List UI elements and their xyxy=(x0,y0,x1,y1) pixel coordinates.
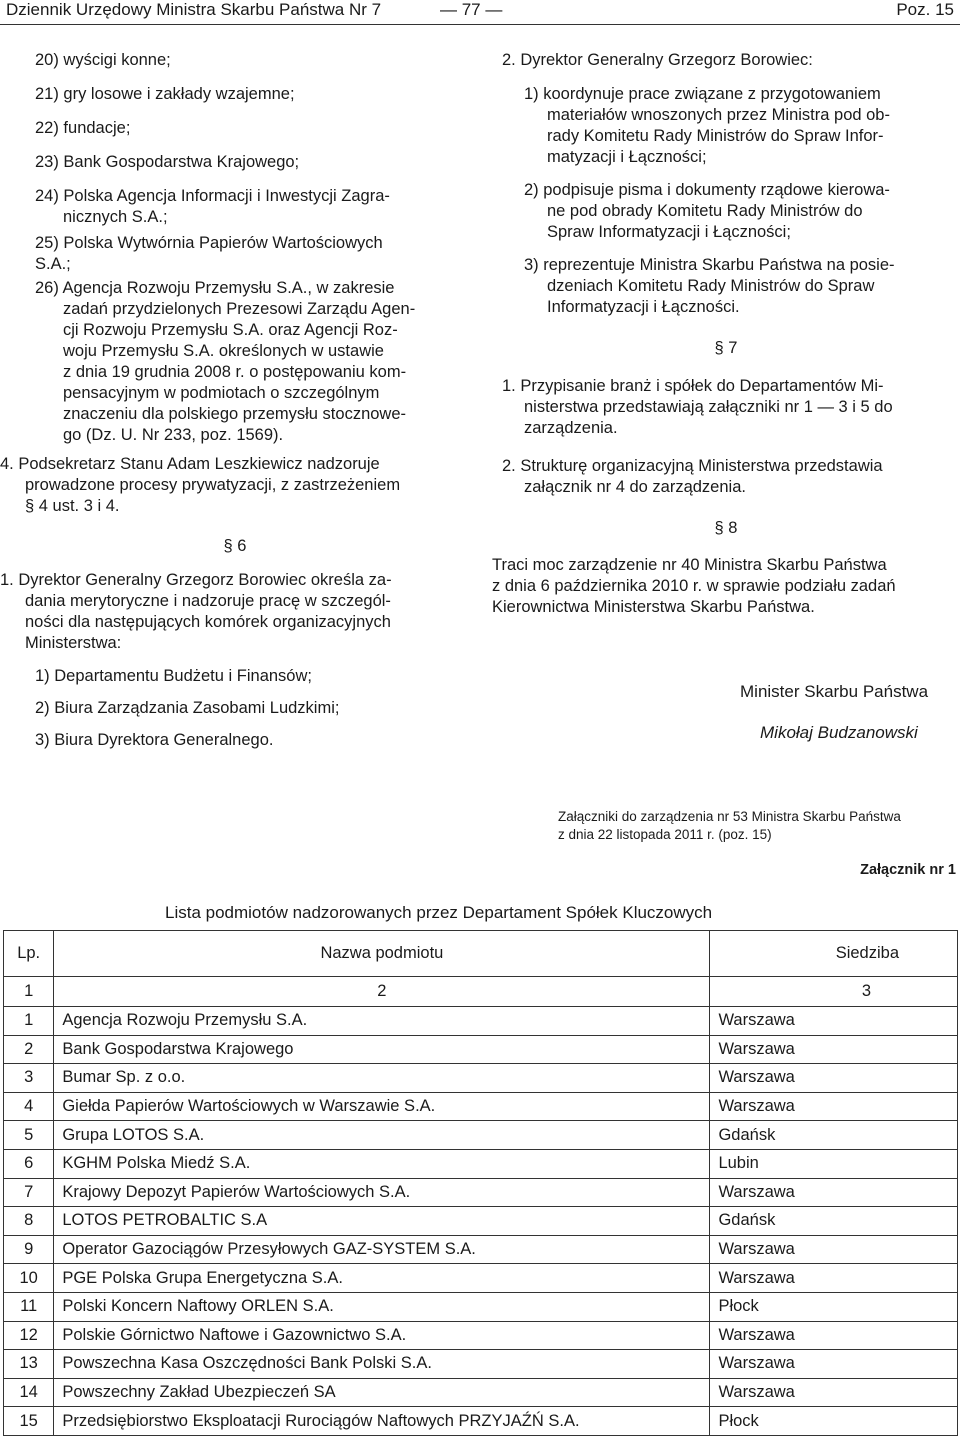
cell-lp: 10 xyxy=(4,1264,54,1293)
cell-lp: 13 xyxy=(4,1350,54,1379)
list-item-cont: nicznych S.A.; xyxy=(63,208,168,226)
paragraph-line: Kierownictwa Ministerstwa Skarbu Państwa. xyxy=(492,598,815,616)
cell-name: Bank Gospodarstwa Krajowego xyxy=(54,1035,710,1064)
cell-lp: 14 xyxy=(4,1378,54,1407)
table-row xyxy=(4,1235,958,1264)
cell-name: Polski Koncern Naftowy ORLEN S.A. xyxy=(54,1292,710,1321)
list-item: 1) koordynuje prace związane z przygotowaniem xyxy=(524,85,881,103)
list-item: 3) Biura Dyrektora Generalnego. xyxy=(35,731,274,749)
colnum: 2 xyxy=(54,977,710,1007)
table-row xyxy=(4,1035,958,1064)
list-item: 21) gry losowe i zakłady wzajemne; xyxy=(35,85,295,103)
cell-seat: Warszawa xyxy=(710,1178,958,1207)
colnum: 1 xyxy=(4,977,54,1007)
list-item: 3) reprezentuje Ministra Skarbu Państwa na posie- xyxy=(524,256,895,274)
paragraph-line: § 4 ust. 3 i 4. xyxy=(25,497,120,515)
list-item: 23) Bank Gospodarstwa Krajowego; xyxy=(35,153,300,171)
cell-seat: Gdańsk xyxy=(710,1121,958,1150)
cell-seat: Warszawa xyxy=(710,1035,958,1064)
cell-lp: 15 xyxy=(4,1407,54,1436)
list-item-cont: woju Przemysłu S.A. określonych w ustawie xyxy=(63,342,384,360)
paragraph-line: z dnia 6 października 2010 r. w sprawie podziału zadań xyxy=(492,577,896,595)
cell-lp: 6 xyxy=(4,1149,54,1178)
cell-name: Przedsiębiorstwo Eksploatacji Rurociągów Naftowych PRZYJAŹŃ S.A. xyxy=(54,1407,710,1436)
colnum: 3 xyxy=(710,977,958,1007)
cell-name: Agencja Rozwoju Przemysłu S.A. xyxy=(54,1007,710,1036)
paragraph-line: dania merytoryczne i nadzoruje pracę w szczegól- xyxy=(25,592,391,610)
paragraph-line: 1. Przypisanie branż i spółek do Departamentów Mi- xyxy=(502,377,884,395)
table-row xyxy=(4,1178,958,1207)
cell-lp: 1 xyxy=(4,1007,54,1036)
cell-lp: 5 xyxy=(4,1121,54,1150)
list-item: 25) Polska Wytwórnia Papierów Wartościowych xyxy=(35,234,383,252)
list-item-cont: rady Komitetu Rady Ministrów do Spraw Infor- xyxy=(547,127,884,145)
list-item-cont: S.A.; xyxy=(35,255,71,273)
cell-seat: Warszawa xyxy=(710,1350,958,1379)
paragraph-line: 4. Podsekretarz Stanu Adam Leszkiewicz nadzoruje xyxy=(0,455,380,473)
cell-lp: 11 xyxy=(4,1292,54,1321)
section-heading: § 6 xyxy=(223,537,247,555)
list-item-cont: matyzacji i Łączności; xyxy=(547,148,707,166)
cell-seat: Warszawa xyxy=(710,1378,958,1407)
cell-name: Operator Gazociągów Przesyłowych GAZ-SYSTEM S.A. xyxy=(54,1235,710,1264)
page-number: — 77 — xyxy=(440,0,503,19)
table-row xyxy=(4,1292,958,1321)
cell-lp: 3 xyxy=(4,1064,54,1093)
table-row xyxy=(4,1149,958,1178)
cell-name: Bumar Sp. z o.o. xyxy=(54,1064,710,1093)
table-row xyxy=(4,1321,958,1350)
cell-name: KGHM Polska Miedź S.A. xyxy=(54,1149,710,1178)
list-item-cont: z dnia 19 grudnia 2008 r. o postępowaniu kom- xyxy=(63,363,407,381)
list-item: 20) wyścigi konne; xyxy=(35,51,171,69)
cell-lp: 7 xyxy=(4,1178,54,1207)
paragraph-line: zarządzenia. xyxy=(524,419,618,437)
entities-table xyxy=(3,930,958,1436)
cell-name: LOTOS PETROBALTIC S.A xyxy=(54,1207,710,1236)
paragraph-line: 2. Strukturę organizacyjną Ministerstwa przedstawia xyxy=(502,457,883,475)
paragraph-line: Ministerstwa: xyxy=(25,634,122,652)
table-row xyxy=(4,1064,958,1093)
position-number: Poz. 15 xyxy=(896,0,954,19)
cell-name: PGE Polska Grupa Energetyczna S.A. xyxy=(54,1264,710,1293)
signature-title: Minister Skarbu Państwa xyxy=(740,682,929,701)
paragraph-line: załącznik nr 4 do zarządzenia. xyxy=(524,478,746,496)
section-heading: § 7 xyxy=(714,339,738,357)
attachment-note xyxy=(558,808,901,844)
list-item-cont: znaczeniu dla polskiego przemysłu stocznowe- xyxy=(63,405,407,423)
cell-name: Polskie Górnictwo Naftowe i Gazownictwo S.A. xyxy=(54,1321,710,1350)
paragraph-line: Traci moc zarządzenie nr 40 Ministra Skarbu Państwa xyxy=(492,556,887,574)
journal-title: Dziennik Urzędowy Ministra Skarbu Państwa Nr 7 xyxy=(6,0,382,19)
list-item-cont: pensacyjnym w podmiotach o szczególnym xyxy=(63,384,380,402)
table-row xyxy=(4,1378,958,1407)
cell-name: Krajowy Depozyt Papierów Wartościowych S.A. xyxy=(54,1178,710,1207)
cell-lp: 2 xyxy=(4,1035,54,1064)
cell-name: Powszechna Kasa Oszczędności Bank Polski S.A. xyxy=(54,1350,710,1379)
table-column-numbers xyxy=(4,977,958,1007)
list-item-cont: go (Dz. U. Nr 233, poz. 1569). xyxy=(63,426,284,444)
cell-seat: Lubin xyxy=(710,1149,958,1178)
table-row xyxy=(4,1092,958,1121)
cell-lp: 12 xyxy=(4,1321,54,1350)
list-item: 24) Polska Agencja Informacji i Inwestycji Zagra- xyxy=(35,187,390,205)
page-header xyxy=(0,0,960,22)
cell-seat: Warszawa xyxy=(710,1064,958,1093)
list-item: 2) podpisuje pisma i dokumenty rządowe kierowa- xyxy=(524,181,890,199)
cell-seat: Warszawa xyxy=(710,1235,958,1264)
table-row xyxy=(4,1121,958,1150)
paragraph-line: 2. Dyrektor Generalny Grzegorz Borowiec: xyxy=(502,51,813,69)
cell-seat: Warszawa xyxy=(710,1092,958,1121)
table-row xyxy=(4,1007,958,1036)
list-item-cont: ne pod obrady Komitetu Rady Ministrów do xyxy=(547,202,863,220)
paragraph-line: ności dla następujących komórek organizacyjnych xyxy=(25,613,391,631)
cell-lp: 4 xyxy=(4,1092,54,1121)
section-heading: § 8 xyxy=(714,519,738,537)
cell-seat: Warszawa xyxy=(710,1321,958,1350)
list-item: 26) Agencja Rozwoju Przemysłu S.A., w zakresie xyxy=(35,279,395,297)
attachment-line: Załączniki do zarządzenia nr 53 Ministra Skarbu Państwa xyxy=(558,809,901,824)
attachment-line: z dnia 22 listopada 2011 r. (poz. 15) xyxy=(558,827,772,842)
list-item: 1) Departamentu Budżetu i Finansów; xyxy=(35,667,312,685)
paragraph-line: prowadzone procesy prywatyzacji, z zastrzeżeniem xyxy=(25,476,401,494)
table-row xyxy=(4,1264,958,1293)
cell-seat: Płock xyxy=(710,1292,958,1321)
list-item-cont: cji Rozwoju Przemysłu S.A. oraz Agencji Roz- xyxy=(63,321,398,339)
cell-name: Powszechny Zakład Ubezpieczeń SA xyxy=(54,1378,710,1407)
list-item: 2) Biura Zarządzania Zasobami Ludzkimi; xyxy=(35,699,340,717)
header-name: Nazwa podmiotu xyxy=(54,931,710,977)
attachment-number: Załącznik nr 1 xyxy=(860,862,956,878)
table-header-row xyxy=(4,931,958,977)
cell-name: Grupa LOTOS S.A. xyxy=(54,1121,710,1150)
table-title: Lista podmiotów nadzorowanych przez Departament Spółek Kluczowych xyxy=(165,903,713,922)
list-item-cont: Spraw Informatyzacji i Łączności; xyxy=(547,223,791,241)
cell-seat: Warszawa xyxy=(710,1264,958,1293)
cell-lp: 8 xyxy=(4,1207,54,1236)
table-row xyxy=(4,1207,958,1236)
table-row xyxy=(4,1407,958,1436)
list-item-cont: zadań przydzielonych Prezesowi Zarządu Agen- xyxy=(63,300,416,318)
table-row xyxy=(4,1350,958,1379)
signature-name: Mikołaj Budzanowski xyxy=(760,723,918,742)
cell-seat: Płock xyxy=(710,1407,958,1436)
header-rule xyxy=(0,24,960,25)
cell-seat: Gdańsk xyxy=(710,1207,958,1236)
paragraph-line: nisterstwa przedstawiają załączniki nr 1 — 3 i 5 do xyxy=(524,398,893,416)
list-item: 22) fundacje; xyxy=(35,119,131,137)
paragraph-line: 1. Dyrektor Generalny Grzegorz Borowiec określa za- xyxy=(0,571,392,589)
cell-lp: 9 xyxy=(4,1235,54,1264)
list-item-cont: dzeniach Komitetu Rady Ministrów do Spraw xyxy=(547,277,875,295)
header-lp: Lp. xyxy=(4,931,54,977)
cell-name: Giełda Papierów Wartościowych w Warszawie S.A. xyxy=(54,1092,710,1121)
list-item-cont: Informatyzacji i Łączności. xyxy=(547,298,740,316)
list-item-cont: materiałów wnoszonych przez Ministra pod ob- xyxy=(547,106,890,124)
cell-seat: Warszawa xyxy=(710,1007,958,1036)
header-seat: Siedziba xyxy=(710,931,958,977)
